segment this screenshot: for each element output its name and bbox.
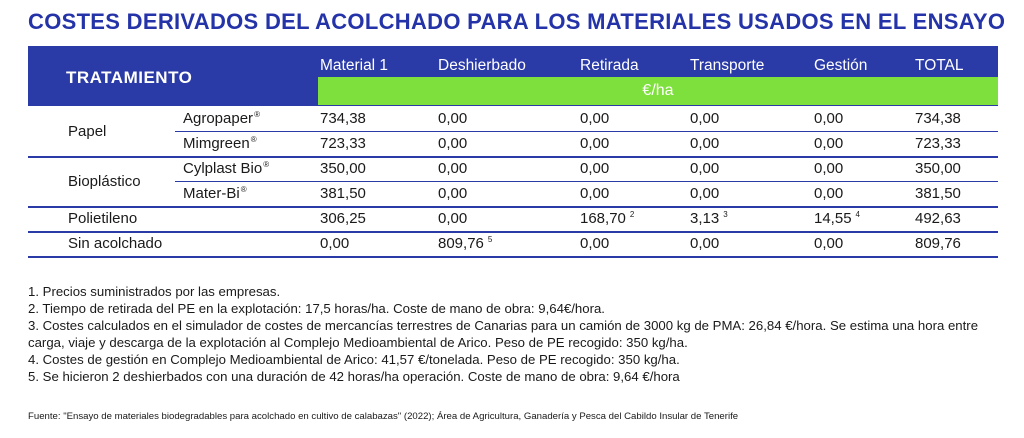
footnote-mark: 3 <box>723 210 728 219</box>
table-row <box>28 231 998 256</box>
cell-value: 0,00 <box>438 210 468 227</box>
table-cell <box>915 135 961 152</box>
table-cell <box>690 235 719 252</box>
cell-value: 0,00 <box>580 235 610 252</box>
cell-value: 350,00 <box>320 160 366 177</box>
header-col-total: TOTAL <box>915 57 964 74</box>
registered-mark: ® <box>254 110 260 119</box>
header-col-retirada: Retirada <box>580 57 639 74</box>
cell-value: 0,00 <box>690 235 720 252</box>
row-divider <box>175 181 998 182</box>
cell-value: 0,00 <box>690 160 720 177</box>
table-cell <box>438 135 467 152</box>
header-col-gestion: Gestión <box>814 57 868 74</box>
header-col-deshierbado: Deshierbado <box>438 57 526 74</box>
table-cell <box>320 185 366 202</box>
table-cell <box>438 110 467 127</box>
table-cell <box>580 110 609 127</box>
row-divider <box>28 156 998 158</box>
cell-value: 734,38 <box>320 110 366 127</box>
cell-value: 492,63 <box>915 210 961 227</box>
table-cell <box>580 160 609 177</box>
footnotes <box>28 283 1003 385</box>
table-cell <box>580 210 634 227</box>
unit-bar <box>318 77 998 105</box>
table-cell <box>438 160 467 177</box>
row-treatment-label: Sin acolchado <box>68 235 163 252</box>
table-row <box>28 206 998 231</box>
registered-mark: ® <box>250 135 257 144</box>
table-cell <box>320 110 366 127</box>
row-treatment-label: Polietileno <box>68 210 138 227</box>
cell-value: 0,00 <box>814 135 844 152</box>
cell-value: 0,00 <box>690 110 720 127</box>
cell-value: 0,00 <box>690 185 720 202</box>
registered-mark: ® <box>240 185 247 194</box>
footnote-4: 4. Costes de gestión en Complejo Medioambiental de Arico: 41,57 €/tonelada. Peso de PE recogido: 350 kg/ha. <box>28 352 680 367</box>
table-cell <box>580 235 609 252</box>
cell-value: 0,00 <box>580 135 610 152</box>
table-cell <box>320 160 366 177</box>
cell-value: 0,00 <box>438 160 468 177</box>
table-cell <box>814 210 860 227</box>
table-cell <box>690 185 719 202</box>
footnote-mark: 4 <box>855 210 860 219</box>
group-papel: Papel <box>68 123 107 140</box>
table-cell <box>580 135 609 152</box>
cell-value: 723,33 <box>915 135 961 152</box>
header-treatment: TRATAMIENTO <box>66 68 193 87</box>
source-citation: Fuente: "Ensayo de materiales biodegradables para acolchado en cultivo de calabazas" (2022); Área de Agricultura, Ganadería y Pesca del Cabildo Insular de Tenerife <box>28 411 739 422</box>
footnote-mark: 5 <box>487 235 493 244</box>
row-material-name <box>183 110 260 127</box>
table-cell <box>320 135 366 152</box>
cell-value: 168,70 <box>580 210 626 227</box>
table-cell <box>814 135 843 152</box>
cell-value: 809,76 <box>438 235 484 252</box>
group-bioplastico: Bioplástico <box>68 173 141 190</box>
table-cell <box>320 235 349 252</box>
registered-mark: ® <box>263 160 270 169</box>
table-row <box>28 106 998 131</box>
table-row <box>28 156 998 181</box>
table-cell <box>915 160 961 177</box>
material-name-text: Mater-Bi <box>183 185 240 202</box>
cell-value: 381,50 <box>320 185 366 202</box>
header-col-material: Material 1 <box>320 57 389 74</box>
cell-value: 3,13 <box>690 210 720 227</box>
cell-value: 0,00 <box>580 110 610 127</box>
cell-value: 0,00 <box>438 110 468 127</box>
table-body <box>28 106 998 256</box>
table-cell <box>690 110 719 127</box>
table-cell <box>915 110 961 127</box>
table-cell <box>814 160 843 177</box>
table-row <box>28 181 998 206</box>
table-cell <box>690 210 728 227</box>
table-cell <box>438 185 467 202</box>
header-col-transporte: Transporte <box>690 57 765 74</box>
cell-value: 0,00 <box>438 135 468 152</box>
cell-value: 381,50 <box>915 185 961 202</box>
cell-value: 306,25 <box>320 210 366 227</box>
table-cell <box>814 235 843 252</box>
material-name-text: Agropaper <box>183 110 254 127</box>
cell-value: 0,00 <box>814 160 844 177</box>
row-divider <box>28 256 998 258</box>
cell-value: 0,00 <box>438 185 468 202</box>
cell-value: 723,33 <box>320 135 366 152</box>
material-name-text: Mimgreen <box>183 135 250 152</box>
table-cell <box>814 185 843 202</box>
table-cell <box>580 185 609 202</box>
cell-value: 0,00 <box>814 235 844 252</box>
cell-value: 0,00 <box>320 235 350 252</box>
row-material-name <box>183 160 269 177</box>
table-cell <box>915 235 961 252</box>
cell-value: 0,00 <box>580 185 610 202</box>
footnote-5: 5. Se hicieron 2 deshierbados con una duración de 42 horas/ha operación. Coste de mano de obra: 9,64 €/hora <box>28 369 680 384</box>
table-header <box>28 46 998 106</box>
cell-value: 809,76 <box>915 235 961 252</box>
table-cell <box>438 210 467 227</box>
cost-table <box>28 46 998 256</box>
cell-value: 14,55 <box>814 210 852 227</box>
row-divider <box>28 231 998 233</box>
row-divider <box>175 131 998 132</box>
footnote-2: 2. Tiempo de retirada del PE en la explotación: 17,5 horas/ha. Coste de mano de obra: 9,64€/hora. <box>28 301 605 316</box>
footnote-1: 1. Precios suministrados por las empresas. <box>28 284 281 299</box>
footnote-mark: 2 <box>629 210 635 219</box>
table-cell <box>690 160 719 177</box>
cell-value: 0,00 <box>690 135 720 152</box>
cell-value: 0,00 <box>814 185 844 202</box>
table-cell <box>690 135 719 152</box>
cell-value: 0,00 <box>580 160 610 177</box>
row-material-name <box>183 135 257 152</box>
table-cell <box>915 210 961 227</box>
table-row <box>28 131 998 156</box>
table-cell <box>320 210 366 227</box>
table-cell <box>915 185 961 202</box>
unit-label: €/ha <box>642 82 674 99</box>
cell-value: 350,00 <box>915 160 961 177</box>
cell-value: 734,38 <box>915 110 961 127</box>
cell-value: 0,00 <box>814 110 844 127</box>
material-name-text: Cylplast Bio <box>183 160 263 177</box>
row-divider <box>28 206 998 208</box>
footnote-3: 3. Costes calculados en el simulador de costes de mercancías terrestres de Canarias para un camión de 3000 kg de PMA: 26,84 €/hora. Se estima una hora entre carga, viaje y descarga de la explotación al Complejo Medioambiental de Arico. Peso de PE recogido: 350 kg/ha. <box>28 318 979 350</box>
row-material-name <box>183 185 247 202</box>
page-title: COSTES DERIVADOS DEL ACOLCHADO PARA LOS MATERIALES USADOS EN EL ENSAYO <box>28 9 1006 34</box>
table-cell <box>438 235 492 252</box>
table-cell <box>814 110 843 127</box>
